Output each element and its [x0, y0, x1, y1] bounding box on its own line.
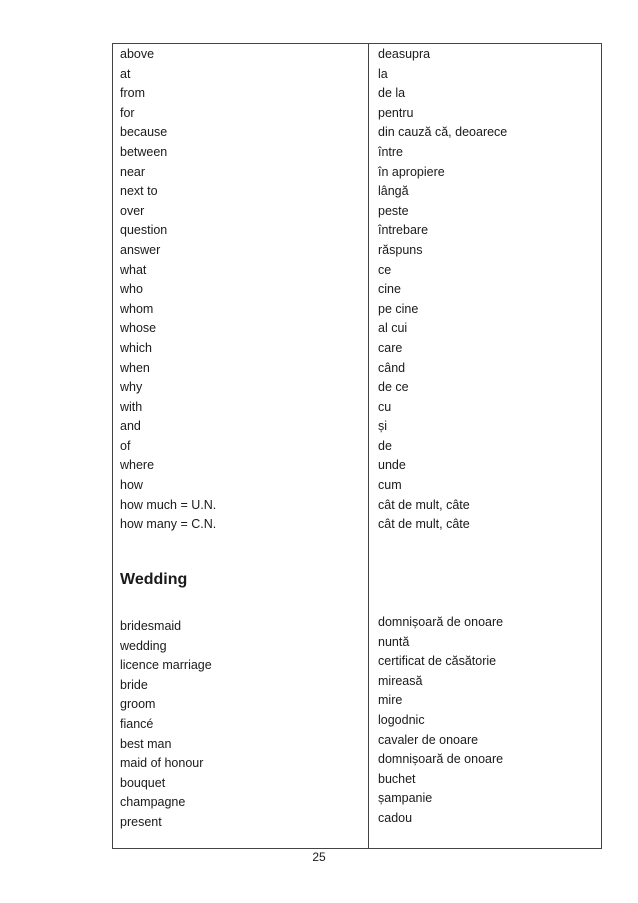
romanian-word: cine: [378, 282, 401, 297]
romanian-word: domnișoară de onoare: [378, 752, 504, 767]
english-word: wedding: [120, 638, 167, 653]
romanian-word: și: [378, 419, 388, 434]
romanian-word: mire: [378, 693, 403, 708]
english-word: who: [120, 282, 143, 297]
romanian-word: domnișoară de onoare: [378, 615, 504, 629]
romanian-word: cât de mult, câte: [378, 497, 470, 512]
english-word: question: [120, 223, 168, 238]
english-word: where: [120, 458, 155, 473]
english-word: when: [120, 360, 150, 375]
romanian-word: cavaler de onoare: [378, 732, 479, 747]
romanian-word: în apropiere: [378, 164, 445, 179]
romanian-word: pentru: [378, 105, 414, 120]
english-word: groom: [120, 697, 156, 712]
english-word: what: [120, 262, 147, 277]
page-number: 25: [312, 850, 326, 864]
english-word: next to: [120, 184, 158, 199]
section-heading: Wedding: [120, 571, 188, 588]
english-word: bridesmaid: [120, 619, 182, 633]
romanian-word: șampanie: [378, 791, 433, 806]
english-word: bouquet: [120, 775, 166, 790]
english-word: present: [120, 814, 162, 829]
english-word: whom: [120, 301, 154, 316]
english-word: above: [120, 47, 155, 61]
english-word: between: [120, 144, 168, 159]
romanian-word: logodnic: [378, 712, 425, 727]
romanian-words-list: [378, 45, 507, 535]
romanian-word: deasupra: [378, 47, 431, 61]
romanian-word: certificat de căsătorie: [378, 654, 497, 669]
english-word: which: [120, 340, 152, 355]
english-word: near: [120, 164, 146, 179]
english-word: best man: [120, 736, 172, 751]
english-word: over: [120, 203, 145, 218]
wedding-english-list: [120, 617, 212, 833]
english-word: whose: [120, 321, 157, 336]
romanian-word: întrebare: [378, 223, 429, 238]
english-word: answer: [120, 242, 161, 257]
wedding-romanian-list: [378, 613, 503, 829]
english-word: how many = C.N.: [120, 517, 217, 532]
english-word: for: [120, 105, 135, 120]
english-word: why: [120, 380, 143, 395]
romanian-word: nuntă: [378, 634, 410, 649]
english-word: and: [120, 419, 141, 434]
english-word: licence marriage: [120, 658, 212, 673]
english-words-list: [120, 45, 216, 535]
romanian-word: de la: [378, 86, 406, 101]
english-word: champagne: [120, 795, 186, 810]
romanian-word: când: [378, 360, 406, 375]
english-word: how: [120, 478, 143, 493]
romanian-word: unde: [378, 458, 406, 473]
romanian-word: cu: [378, 399, 392, 414]
romanian-word: peste: [378, 203, 409, 218]
romanian-word: pe cine: [378, 301, 419, 316]
english-word: how much = U.N.: [120, 497, 217, 512]
english-word: at: [120, 66, 131, 81]
romanian-word: mireasă: [378, 673, 423, 688]
romanian-word: buchet: [378, 771, 416, 786]
english-word: of: [120, 438, 131, 453]
romanian-word: de: [378, 438, 392, 453]
romanian-word: cât de mult, câte: [378, 517, 470, 532]
romanian-word: de ce: [378, 380, 409, 395]
english-word: bride: [120, 677, 148, 692]
english-word: from: [120, 86, 145, 101]
romanian-word: răspuns: [378, 242, 423, 257]
romanian-word: lângă: [378, 184, 409, 199]
column-divider: [368, 43, 369, 849]
romanian-word: din cauză că, deoarece: [378, 125, 508, 140]
romanian-word: ce: [378, 262, 392, 277]
english-word: because: [120, 125, 168, 140]
romanian-word: cum: [378, 478, 402, 493]
english-word: maid of honour: [120, 756, 204, 771]
romanian-word: la: [378, 66, 388, 81]
romanian-word: cadou: [378, 810, 413, 825]
romanian-word: între: [378, 144, 404, 159]
english-word: with: [120, 399, 143, 414]
romanian-word: al cui: [378, 321, 408, 336]
english-word: fiancé: [120, 716, 154, 731]
romanian-word: care: [378, 340, 403, 355]
